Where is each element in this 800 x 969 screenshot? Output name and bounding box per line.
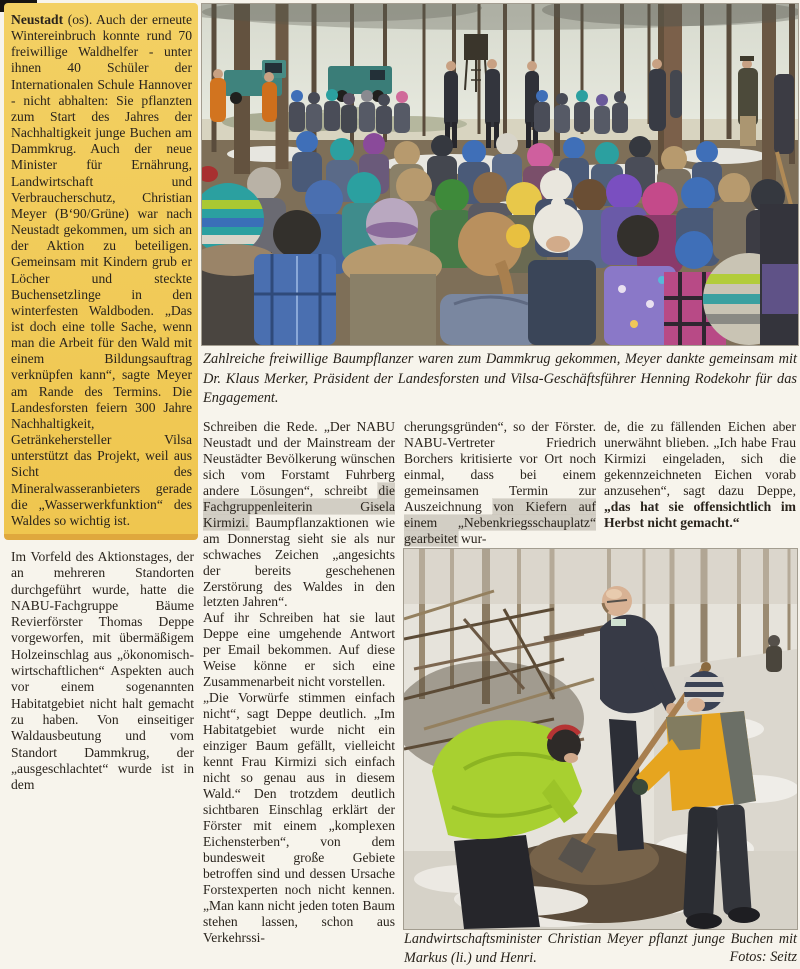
- body-column-2: [404, 419, 596, 547]
- lead-column: [4, 3, 198, 793]
- body-column-1: [203, 419, 395, 945]
- paragraph: [604, 419, 796, 531]
- paragraph: [203, 419, 395, 610]
- dateline: Neustadt: [11, 12, 64, 27]
- caption-text: Landwirtschaftsminister Christian Meyer pflanzt junge Buchen mit Markus (li.) und Henri.: [404, 931, 797, 966]
- photo-planting: [404, 549, 797, 929]
- photo-credit: Fotos: Seitz: [729, 948, 797, 965]
- photo-caption-crowd: Zahlreiche freiwillige Baumpflanzer waren zum Dammkrug gekommen, Meyer dankte gemeinsam mit Dr. Klaus Merker, Präsident der Landesforsten und Vilsa-Geschäftsführer Henning Rodekohr für das Engagement.: [203, 351, 797, 407]
- photo-crowd: [202, 4, 798, 345]
- paragraph: [404, 419, 596, 547]
- bold-quote: „das hat sie offensichtlich im Herbst nicht gemacht.“: [604, 498, 796, 530]
- paragraph: „Die Vorwürfe stimmen einfach nicht“, sagt Deppe deutlich. „Im Habitatgebiet wurde nicht ein einziger Baum gefällt, vielleicht kennt Frau Kirmizi sich einfach nicht so genau aus in diesem Wald.“ Den trotzdem deutlich sichtbaren Einschlag erklärt der Förster mit einem „komplexen Eichensterben“, von dem bundesweit große Gebiete betroffen sind und dessen Ursache Forstexperten noch nicht kennen. „Man kann nicht jeden toten Baum stehen lassen, schon aus Verkehrssi-: [203, 690, 395, 945]
- planting-photo-illustration: [404, 549, 797, 929]
- grey-marked-text: die Fachgruppenleiterin Gisela Kirmizi.: [203, 482, 395, 530]
- text-segment: wur-: [457, 530, 487, 546]
- crowd-photo-illustration: [202, 4, 798, 345]
- background-figure: [766, 635, 782, 672]
- text-segment: Baumpflanzaktionen wie am Donnerstag sieht sie als nur schwaches Zeichen „angesichts der bereits geschehenen Zerstörung des Waldes in den letzten Jahren“.: [203, 514, 395, 610]
- lead-paragraph-2: Im Vorfeld des Aktionstages, der an mehreren Standorten durchgeführt wurde, hatte die NABU-Fachgruppe Bäume Revierförster Thomas Deppe vorgeworfen, mit übermäßigem Holzeinschlag aus „ökonomisch-wirtschaftlichen“ Aspekten auch vor einem sogenannten Habitatgebiet nicht halt gemacht zu haben. Von einseitiger Waldausbeutung und vom Standort Dammkrug, der „ausgeschlachtet“ wurde ist in dem: [11, 549, 194, 793]
- body-column-3: [604, 419, 796, 531]
- paragraph: Auf ihr Schreiben hat sie laut Deppe eine umgehende Antwort per Email bekommen. Auf diese Weise könne er sich eine Zusammenarbeit nicht vorstellen.: [203, 610, 395, 690]
- text-segment: de, die zu fällenden Eichen aber unerwähnt blieben. „Ich habe Frau Kirmizi eingeladen, sich die gekennzeichneten Eichen vorab anzusehen“, sagt dazu Deppe,: [604, 419, 796, 498]
- grey-marked-text: von Kiefern auf einem „Nebenkriegsschauplatz“ gearbeitet: [404, 498, 596, 546]
- lead-text: (os). Auch der erneute Wintereinbruch konnte rund 70 freiwillige Waldhelfer - unter ihnen 40 Schüler der Internationalen Schule Hannover - nicht abhalten: Sie pflanzten zum Start des Jahres der Nachhaltigkeit junge Buchen am Dammkrug. Auch der neue Minister für Ernährung, Landwirtschaft und Verbraucherschutz, Christian Meyer (B‘90/Grüne) war nach Neustadt gekommen, um sich an der Aktion zu beteiligen. Gemeinsam mit Kindern grub er Löcher und steckte Buchensetzlinge in den winterfesten Waldboden. „Das ist doch eine tolle Sache, wenn man die Arbeit für den Wald mit einem Bildungsauftrag verknüpfen kann“, sagte Meyer am Rande des Termins. Die Landesforsten feiern 300 Jahre Nachhaltigkeit, Getränkehersteller Vilsa unterstützt das Projekt, weil aus Sicht des Mineralwasseranbieters gerade die „Wasserwerkfunktion“ des Waldes so wichtig ist.: [11, 12, 192, 528]
- highlighted-lead-paragraph: [4, 3, 198, 540]
- text-segment: Schreiben die Rede. „Der NABU Neustadt und der Mainstream der Neustädter Bevölkerung wünschen sich vom Forstamt Fuhrberg andere Lösungen“, schreibt: [203, 419, 395, 498]
- photo-caption-planting: [404, 930, 797, 968]
- text-segment: cherungsgründen“, so der Förster. NABU-Vertreter Friedrich Borchers kritisierte vor Ort noch einmal, dass bei einem gemeinsamen Termin zur Auszeichnung: [404, 419, 596, 514]
